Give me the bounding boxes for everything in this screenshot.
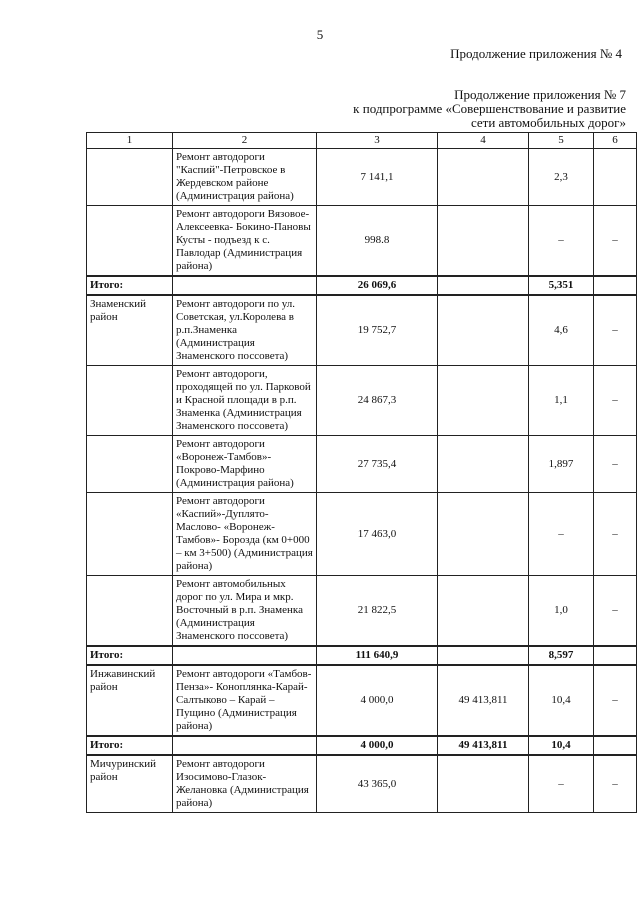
- length-cell: 4,6: [529, 295, 594, 366]
- col6-cell: –: [594, 576, 637, 647]
- work-description-cell: Ремонт автодороги «Воронеж-Тамбов»- Покрово-Марфино (Администрация района): [173, 436, 317, 493]
- region-cell: Итого:: [87, 646, 173, 665]
- col6-cell: [594, 149, 637, 206]
- cost-cell: 27 735,4: [317, 436, 438, 493]
- region-cell: [87, 149, 173, 206]
- amount-cell: [438, 366, 529, 436]
- region-cell: Мичуринский район: [87, 755, 173, 813]
- amount-cell: [438, 576, 529, 647]
- col6-cell: –: [594, 493, 637, 576]
- page-number: 5: [316, 27, 324, 42]
- length-cell: 1,0: [529, 576, 594, 647]
- amount-cell: [438, 755, 529, 813]
- appendix-line: к подпрограмме «Совершенствование и развитие: [353, 101, 626, 116]
- length-cell: 1,1: [529, 366, 594, 436]
- col6-cell: [594, 736, 637, 755]
- region-cell: [87, 493, 173, 576]
- amount-cell: [438, 436, 529, 493]
- table-row: [87, 149, 637, 206]
- col6-cell: –: [594, 206, 637, 277]
- cost-cell: 111 640,9: [317, 646, 438, 665]
- cost-cell: 26 069,6: [317, 276, 438, 295]
- work-description-cell: [173, 736, 317, 755]
- table-body: [87, 133, 637, 813]
- column-number: 2: [173, 133, 317, 149]
- appendix-line: Продолжение приложения № 7: [454, 87, 626, 102]
- cost-cell: 998.8: [317, 206, 438, 277]
- appendix-7-heading: [353, 88, 626, 130]
- cost-cell: 4 000,0: [317, 736, 438, 755]
- length-cell: 10,4: [529, 736, 594, 755]
- amount-cell: 49 413,811: [438, 665, 529, 736]
- cost-cell: 17 463,0: [317, 493, 438, 576]
- length-cell: 5,351: [529, 276, 594, 295]
- region-cell: Итого:: [87, 276, 173, 295]
- amount-cell: [438, 149, 529, 206]
- amount-cell: [438, 276, 529, 295]
- column-number: 4: [438, 133, 529, 149]
- table-row: [87, 295, 637, 366]
- col6-cell: –: [594, 755, 637, 813]
- col6-cell: [594, 646, 637, 665]
- amount-cell: 49 413,811: [438, 736, 529, 755]
- region-cell: [87, 206, 173, 277]
- column-number: 1: [87, 133, 173, 149]
- amount-cell: [438, 295, 529, 366]
- table-row: [87, 493, 637, 576]
- col6-cell: [594, 276, 637, 295]
- work-description-cell: Ремонт автодороги Вязовое- Алексеевка- Бокино-Пановы Кусты - подъезд к с. Павлодар (Администрация района): [173, 206, 317, 277]
- cost-cell: 21 822,5: [317, 576, 438, 647]
- amount-cell: [438, 646, 529, 665]
- col6-cell: –: [594, 665, 637, 736]
- region-cell: [87, 576, 173, 647]
- cost-cell: 24 867,3: [317, 366, 438, 436]
- length-cell: 8,597: [529, 646, 594, 665]
- amount-cell: [438, 206, 529, 277]
- amount-cell: [438, 493, 529, 576]
- region-cell: [87, 366, 173, 436]
- column-number: 3: [317, 133, 438, 149]
- work-description-cell: [173, 646, 317, 665]
- region-cell: [87, 436, 173, 493]
- cost-cell: 43 365,0: [317, 755, 438, 813]
- work-description-cell: Ремонт автодороги по ул. Советская, ул.Королева в р.п.Знаменка (Администрация Знаменского поссовета): [173, 295, 317, 366]
- total-row: [87, 276, 637, 295]
- table-row: [87, 665, 637, 736]
- cost-cell: 7 141,1: [317, 149, 438, 206]
- total-row: [87, 736, 637, 755]
- region-cell: Инжавинский район: [87, 665, 173, 736]
- length-cell: –: [529, 755, 594, 813]
- length-cell: 1,897: [529, 436, 594, 493]
- roads-repair-table: [86, 132, 637, 813]
- work-description-cell: [173, 276, 317, 295]
- continuation-note-appendix-4: Продолжение приложения № 4: [450, 46, 622, 61]
- work-description-cell: Ремонт автодороги «Каспий»-Дуплято- Маслово- «Воронеж- Тамбов»- Борозда (км 0+000 – км 3+500) (Администрация района): [173, 493, 317, 576]
- cost-cell: 19 752,7: [317, 295, 438, 366]
- column-number: 5: [529, 133, 594, 149]
- length-cell: 2,3: [529, 149, 594, 206]
- work-description-cell: Ремонт автодороги, проходящей по ул. Парковой и Красной площади в р.п. Знаменка (Администрация Знаменского поссовета): [173, 366, 317, 436]
- table-row: [87, 576, 637, 647]
- cost-cell: 4 000,0: [317, 665, 438, 736]
- region-cell: Итого:: [87, 736, 173, 755]
- col6-cell: –: [594, 295, 637, 366]
- work-description-cell: Ремонт автодороги «Тамбов-Пенза»- Коноплянка-Карай- Салтыково – Карай – Пущино (Администрация района): [173, 665, 317, 736]
- length-cell: 10,4: [529, 665, 594, 736]
- length-cell: –: [529, 493, 594, 576]
- col6-cell: –: [594, 366, 637, 436]
- table-row: [87, 755, 637, 813]
- total-row: [87, 646, 637, 665]
- col6-cell: –: [594, 436, 637, 493]
- table-row: [87, 206, 637, 277]
- column-number: 6: [594, 133, 637, 149]
- appendix-line: сети автомобильных дорог»: [470, 115, 626, 130]
- length-cell: –: [529, 206, 594, 277]
- work-description-cell: Ремонт автодороги Изосимово-Глазок- Желановка (Администрация района): [173, 755, 317, 813]
- column-number-row: [87, 133, 637, 149]
- work-description-cell: Ремонт автомобильных дорог по ул. Мира и мкр. Восточный в р.п. Знаменка (Администрация Знаменского поссовета): [173, 576, 317, 647]
- region-cell: Знаменский район: [87, 295, 173, 366]
- work-description-cell: Ремонт автодороги "Каспий"-Петровское в Жердевском районе (Администрация района): [173, 149, 317, 206]
- table-row: [87, 366, 637, 436]
- table-row: [87, 436, 637, 493]
